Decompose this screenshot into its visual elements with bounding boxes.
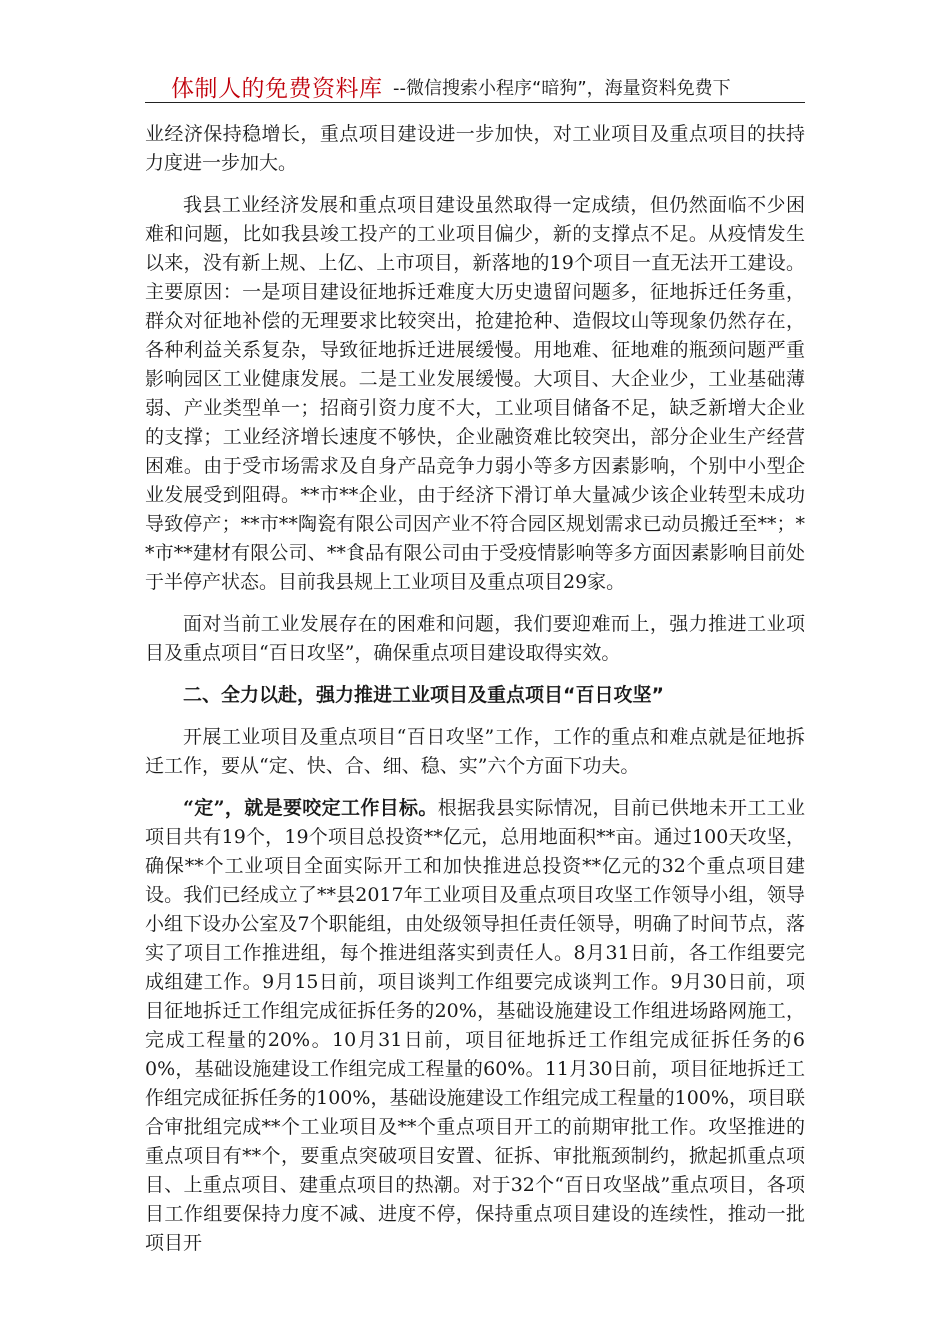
paragraph-ding	[145, 794, 805, 1258]
paragraph-resolve: 面对当前工业发展存在的困难和问题，我们要迎难而上，强力推进工业项目及重点项目“百日攻坚”，确保重点项目建设取得实效。	[145, 613, 805, 664]
header-brand: 体制人的免费资料库	[171, 76, 383, 102]
paragraph-overview: 开展工业项目及重点项目“百日攻坚”工作，工作的重点和难点就是征地拆迁工作，要从“定、快、合、细、稳、实”六个方面下功夫。	[145, 726, 805, 777]
document-body	[145, 120, 805, 1258]
paragraph-ding-body: 根据我县实际情况，目前已供地未开工工业项目共有19个，19个项目总投资**亿元，总用地面积**亩。通过100天攻坚，确保**个工业项目全面实际开工和加快推进总投资**亿元的32个重点项目建设。我们已经成立了**县2017年工业项目及重点项目攻坚工作领导小组，领导小组下设办公室及7个职能组，由处级领导担任责任领导，明确了时间节点，落实了项目工作推进组，每个推进组落实到责任人。8月31日前，各工作组要完成组建工作。9月15日前，项目谈判工作组要完成谈判工作。9月30日前，项目征地拆迁工作组完成征拆任务的20%，基础设施建设工作组进场路网施工，完成工程量的20%。10月31日前，项目征地拆迁工作组完成征拆任务的60%，基础设施建设工作组完成工程量的60%。11月30日前，项目征地拆迁工作组完成征拆任务的100%，基础设施建设工作组完成工程量的100%，项目联合审批组完成**个工业项目及**个重点项目开工的前期审批工作。攻坚推进的重点项目有**个，要重点突破项目安置、征拆、审批瓶颈制约，掀起抓重点项目、上重点项目、建重点项目的热潮。对于32个“百日攻坚战”重点项目，各项目工作组要保持力度不减、进度不停，保持重点项目建设的连续性，推动一批项目开	[145, 797, 805, 1254]
section-heading-2: 二、全力以赴，强力推进工业项目及重点项目“百日攻坚”	[183, 684, 664, 706]
paragraph-continuation: 业经济保持稳增长，重点项目建设进一步加快，对工业项目及重点项目的扶持力度进一步加大。	[145, 123, 805, 174]
paragraph-problems: 我县工业经济发展和重点项目建设虽然取得一定成绩，但仍然面临不少困难和问题，比如我县竣工投产的工业项目偏少，新的支撑点不足。从疫情发生以来，没有新上规、上亿、上市项目，新落地的19个项目一直无法开工建设。主要原因：一是项目建设征地拆迁难度大历史遗留问题多，征地拆迁任务重，群众对征地补偿的无理要求比较突出，抢建抢种、造假坟山等现象仍然存在，各种利益关系复杂，导致征地拆迁进展缓慢。用地难、征地难的瓶颈问题严重影响园区工业健康发展。二是工业发展缓慢。大项目、大企业少，工业基础薄弱、产业类型单一；招商引资力度不大，工业项目储备不足，缺乏新增大企业的支撑；工业经济增长速度不够快，企业融资难比较突出，部分企业生产经营困难。由于受市场需求及自身产品竞争力弱小等多方因素影响，个别中小型企业发展受到阻碍。**市**企业，由于经济下滑订单大量减少该企业转型未成功导致停产；**市**陶瓷有限公司因产业不符合园区规划需求已动员搬迁至**；**市**建材有限公司、**食品有限公司由于受疫情影响等多方面因素影响目前处于半停产状态。目前我县规上工业项目及重点项目29家。	[145, 194, 805, 593]
header-tagline: --微信搜索小程序“暗狗”，海量资料免费下	[393, 78, 731, 99]
page-header	[145, 66, 805, 103]
paragraph-ding-lead: “定”，就是要咬定工作目标。	[183, 797, 438, 819]
